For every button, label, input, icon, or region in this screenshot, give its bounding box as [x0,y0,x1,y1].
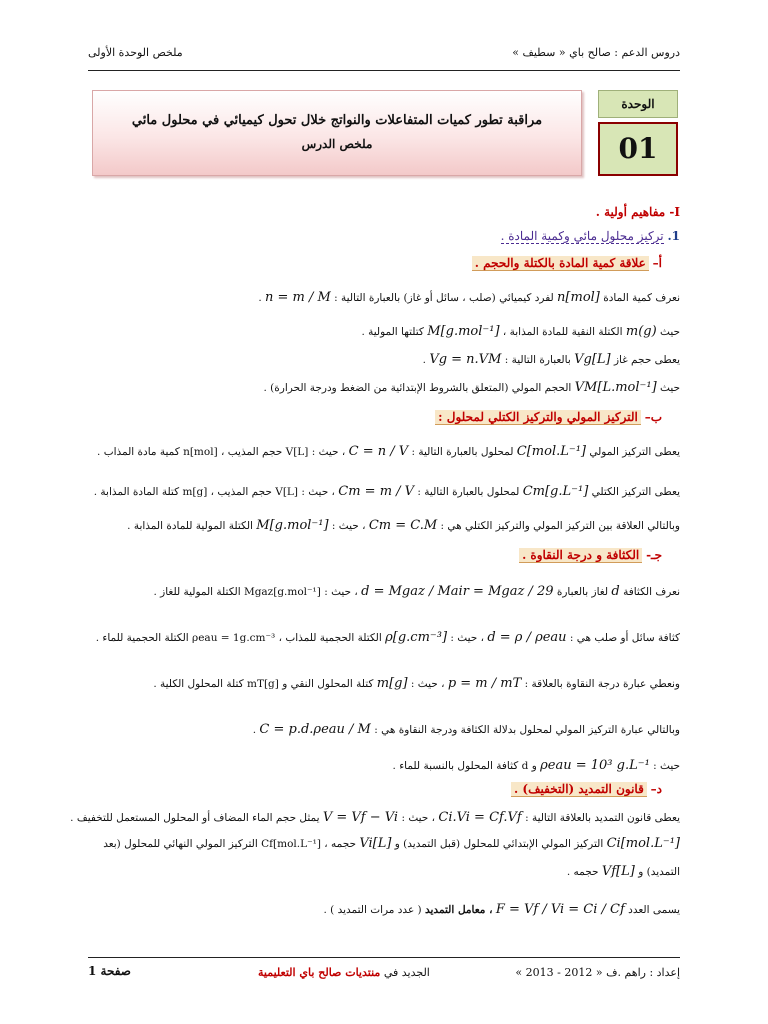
formula: C[mol.L⁻¹] [516,444,587,459]
formula: n = m / M [265,290,331,305]
formula: V = Vf − Vi [322,810,399,825]
text-line [393,758,680,773]
footer-forum-prefix: الجديد في [383,966,430,979]
text-line [423,352,680,367]
unit-number: 01 [598,122,678,176]
subsection-heading-1-1 [501,229,680,243]
title-box [92,90,582,176]
text-line [96,630,680,645]
formula: ρ[g.cm⁻³] [385,630,448,645]
formula: m[g] [376,676,408,691]
text-line [263,380,680,395]
text-line [127,518,680,533]
heading-text: الكثافة و درجة النقاوة . [519,548,642,563]
heading-a [472,256,662,270]
text-line [70,810,680,825]
line-text: ونعطي عبارة درجة النقاوة بالعلاقة : [524,678,680,690]
unit-label: الوحدة [598,90,678,118]
text-line [94,484,680,499]
text-line [323,902,680,917]
formula: n[mol] [557,290,600,305]
line-text: ، معامل التمديد [425,904,493,916]
line-text: ، حيث : V[L] حجم المذيب ، m[g] كتلة المادة المذابة . [93,486,335,498]
page-word: صفحة [100,964,131,978]
lesson-title: مراقبة تطور كميات المتفاعلات والنواتج خلال تحول كيميائي في محلول مائي [131,113,543,128]
formula: C = p.d.ρeau / M [259,722,371,737]
line-text: لمحلول بالعبارة التالية : [411,446,514,458]
formula: ρeau = 10³ g.L⁻¹ [540,758,650,773]
formula: d = Mgaz / Mair = Mgaz / 29 [361,584,554,599]
line-text: لمحلول بالعبارة التالية : [417,486,520,498]
line-text: حيث [660,326,680,338]
text-line [258,290,680,305]
line-text: لغاز بالعبارة [556,586,609,598]
footer-forum [258,966,430,979]
line-text: ، حيث : [331,520,366,532]
heading-letter: ب– [644,410,662,424]
line-text: حجمه ، Cf[mol.L⁻¹] التركيز المولي النهائي للمحلول (بعد [103,838,356,850]
line-text: ، حيث : V[L] حجم المذيب ، n[mol] كمية مادة المذاب . [97,446,346,458]
page-num: 1 [88,964,97,978]
text-line [567,864,680,879]
line-text: التركيز المولي الإبتدائي للمحلول (قبل التمديد) و [394,838,604,850]
formula: F = Vf / Vi = Ci / Cf [495,902,625,917]
line-text: وبالتالي العلاقة بين التركيز المولي والتركيز الكتلي هي : [440,520,680,532]
lesson-subtitle: ملخص الدرس [301,137,373,151]
line-text: وبالتالي عبارة التركيز المولي لمحلول بدلالة الكثافة ودرجة النقاوة هي : [374,724,680,736]
line-text: نعرف كمية المادة [603,292,680,304]
line-text: يمثل حجم الماء المضاف أو المحلول المستعمل للتخفيف . [70,812,320,824]
heading-letter: د– [650,782,662,796]
text-line [253,722,680,737]
line-text: حيث [660,382,680,394]
subsection-number: 1. [667,229,680,243]
formula: Vf[L] [601,864,635,879]
line-text: كتلة المحلول النقي و mT[g] كتلة المحلول الكلية . [153,678,374,690]
line-text: حيث : [653,760,680,772]
line-text: كثافة سائل أو صلب هي : [569,632,680,644]
footer-forum-name: منتديات صالح باي التعليمية [258,966,381,979]
formula: Cm = m / V [338,484,415,499]
formula: m(g) [625,324,657,339]
formula: p = m / mT [447,676,522,691]
formula: Cm = C.M [368,518,438,533]
formula: M[g.mol⁻¹] [427,324,500,339]
section-number: I- [669,205,680,219]
formula: d = ρ / ρeau [487,630,567,645]
line-text: يسمى العدد [628,904,680,916]
line-text: ، حيث : [450,632,484,644]
heading-text: التركيز المولي والتركيز الكتلي لمحلول : [435,410,641,425]
line-text: التمديد) و [638,866,680,878]
header-divider [88,70,680,71]
line-text: ( عدد مرات التمديد ) . [323,904,422,916]
heading-b [435,410,662,424]
formula: Ci.Vi = Cf.Vf [438,810,522,825]
line-text: لفرد كيميائي (صلب ، سائل أو غاز) بالعبارة التالية : [334,292,554,304]
section-title: مفاهيم أولية . [595,205,666,219]
heading-letter: جـ- [646,548,662,562]
line-text: نعرف الكثافة [623,586,680,598]
text-line [97,444,680,459]
formula: Vg = n.VM [429,352,502,367]
line-text: . [252,724,257,736]
formula: d [611,584,620,599]
formula: M[g.mol⁻¹] [256,518,329,533]
line-text: الكتلة الحجمية للمذاب ، ρeau = 1g.cm⁻³ الكتلة الحجمية للماء . [95,632,382,644]
line-text: ، حيث : Mgaz[g.mol⁻¹] الكتلة المولية للغاز . [153,586,358,598]
footer-author: إعداد : راهم .ف « 2012 - 2013 » [515,966,680,979]
text-line [153,676,680,691]
line-text: كتلتها المولية . [361,326,424,338]
text-line [103,836,680,851]
line-text: و d كثافة المحلول بالنسبة للماء . [392,760,537,772]
line-text: . [422,354,426,366]
formula: VM[L.mol⁻¹] [574,380,657,395]
formula: Vg[L] [574,352,611,367]
header-unit-summary: ملخص الوحدة الأولى [88,46,183,59]
line-text: الكتلة النقية للمادة المذابة ، [502,326,623,338]
heading-letter: أ– [652,256,662,270]
line-text: بالعبارة التالية : [504,354,571,366]
line-text: يعطى التركيز المولي [589,446,680,458]
page-number [88,964,131,978]
line-text: الحجم المولي (المتعلق بالشروط الإبتدائية من الضغط ودرجة الحرارة) . [263,382,572,394]
formula: Vi[L] [359,836,392,851]
line-text: يعطى التركيز الكتلي [591,486,680,498]
formula: Ci[mol.L⁻¹] [606,836,680,851]
heading-text: قانون التمديد (التخفيف) . [511,782,647,797]
text-line [361,324,680,339]
line-text: ، حيث : [401,812,436,824]
line-text: يعطى قانون التمديد بالعلاقة التالية : [525,812,680,824]
line-text: ، حيث : [410,678,445,690]
header-author: دروس الدعم : صالح باي « سطيف » [512,46,680,59]
heading-text: علاقة كمية المادة بالكتلة والحجم . [472,256,649,271]
text-line [153,584,680,599]
subsection-title: تركيز محلول مائي وكمية المادة . [500,229,664,243]
formula: Cm[g.L⁻¹] [522,484,589,499]
heading-d [511,782,662,796]
footer-divider [88,957,680,958]
line-text: يعطى حجم غاز [613,354,680,366]
heading-c [519,548,662,562]
line-text: الكتلة المولية للمادة المذابة . [127,520,253,532]
line-text: حجمه . [566,866,599,878]
section-heading-1 [596,205,680,219]
formula: C = n / V [348,444,409,459]
line-text: . [258,292,262,304]
